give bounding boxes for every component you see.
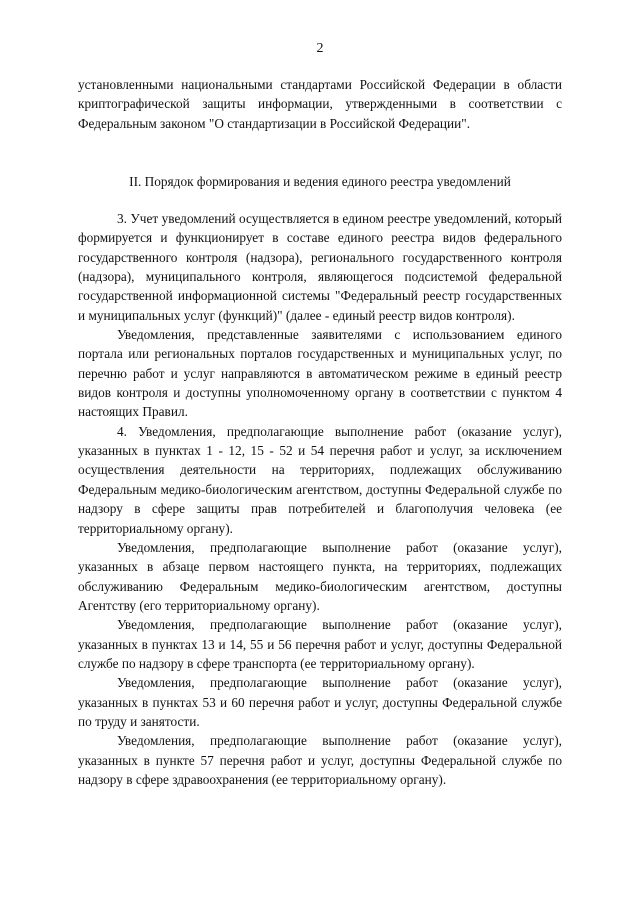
paragraph-healthcare: Уведомления, предполагающие выполнение работ (оказание услуг), указанных в пункте 57 перечня работ и услуг, доступны Федеральной службе по надзору в сфере здравоохранения (ее территориальному органу). (78, 733, 562, 787)
intro-paragraph: установленными национальными стандартами Российской Федерации в области криптографической защиты информации, утвержденными в соответствии с Федеральным законом "О стандартизации в Российской Федерации". (78, 77, 562, 131)
intro-block (78, 75, 562, 133)
section-heading: II. Порядок формирования и ведения единого реестра уведомлений (129, 174, 511, 189)
paragraph-portal-notifications: Уведомления, представленные заявителями с использованием единого портала или региональных порталов государственных и муниципальных услуг, по перечню работ и услуг направляются в автоматическом режиме в единый реестр видов контроля и доступны уполномоченному органу в соответствии с пунктом 4 настоящих Правил. (78, 327, 562, 420)
paragraph-labor: Уведомления, предполагающие выполнение работ (оказание услуг), указанных в пунктах 53 и 60 перечня работ и услуг, доступны Федеральной службе по труду и занятости. (78, 675, 562, 729)
paragraph-transport: Уведомления, предполагающие выполнение работ (оказание услуг), указанных в пунктах 13 и 14, 55 и 56 перечня работ и услуг, доступны Федеральной службе по надзору в сфере транспорта (ее территориальному органу). (78, 617, 562, 671)
page-number: 2 (316, 41, 324, 56)
section-body (78, 209, 562, 789)
paragraph-fmba: Уведомления, предполагающие выполнение работ (оказание услуг), указанных в абзаце первом настоящего пункта, на территориях, подлежащих обслуживанию Федеральным медико-биологическим агентством, доступны Агентству (его территориальному органу). (78, 539, 562, 613)
paragraph-3-registry: 3. Учет уведомлений осуществляется в едином реестре уведомлений, который формируется и функционирует в составе единого реестра видов федерального государственного контроля (надзора), регионального государственного контроля (надзора), муниципального контроля, являющегося подсистемой федеральной государственной информационной системы "Федеральный реестр государственных и муниципальных услуг (функций)" (далее - единый реестр видов контроля). (78, 211, 562, 323)
paragraph-4-rospotrebnadzor: 4. Уведомления, предполагающие выполнение работ (оказание услуг), указанных в пунктах 1 - 12, 15 - 52 и 54 перечня работ и услуг, за исключением осуществления деятельности на территориях, подлежащих обслуживанию Федеральным медико-биологическим агентством, доступны Федеральной службе по надзору в сфере защиты прав потребителей и благополучия человека (ее территориальному органу). (78, 423, 562, 536)
